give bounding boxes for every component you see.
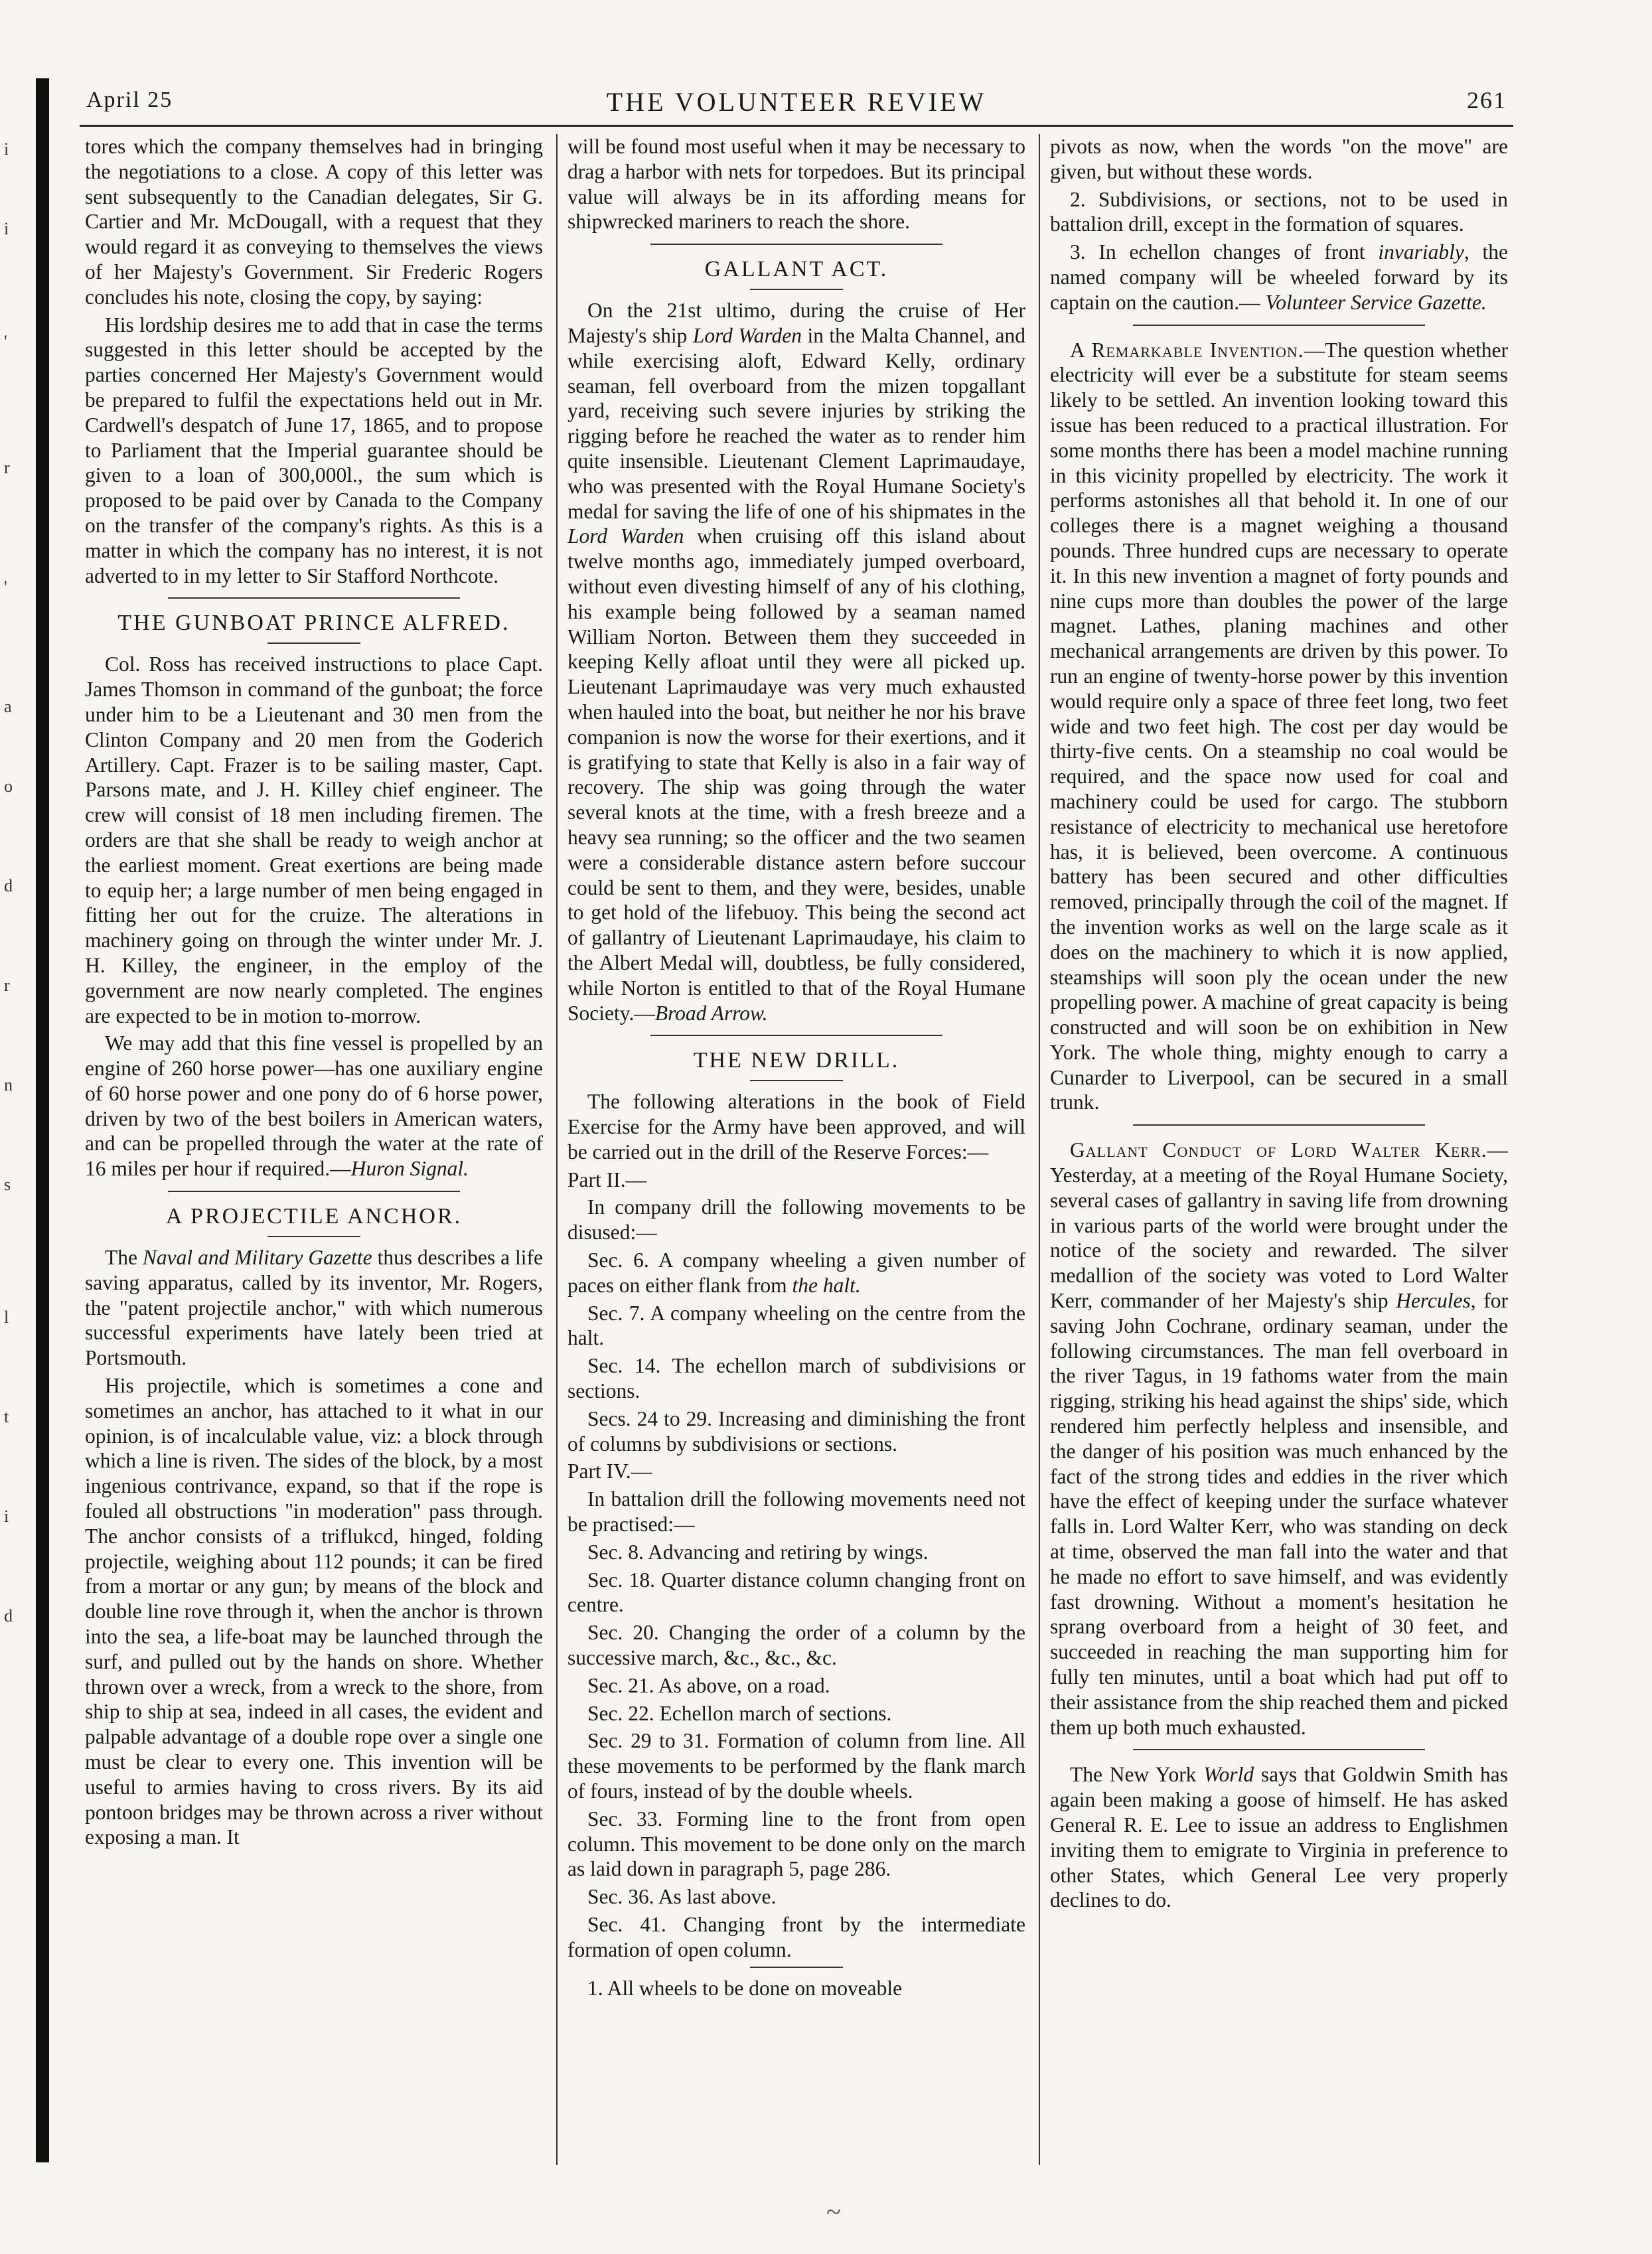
heading-rule <box>750 1967 843 1968</box>
article-paragraph <box>1050 338 1508 1116</box>
drill-section: Sec. 33. Forming line to the front from open column. This movement to be done only on the march as laid down in paragraph 5, page 286. <box>567 1807 1025 1881</box>
drill-section: Sec. 36. As last above. <box>587 1885 777 1909</box>
article-paragraph: tores which the company themselves had in bringing the negotiations to a close. A copy of this letter was sent subsequently to the Canadian delegates, Sir G. Cartier and Mr. McDougall, with a request that they would regard it as conveying to themselves the views of her Majesty's Government. Sir Frederic Rogers concludes his note, closing the copy, by saying: <box>85 135 543 309</box>
drill-section: Sec. 21. As above, on a road. <box>587 1673 830 1697</box>
publication-name: World <box>1203 1763 1254 1787</box>
source-credit: Broad Arrow. <box>654 1001 768 1025</box>
article-paragraph <box>1050 1138 1508 1740</box>
heading-rule <box>267 1236 360 1237</box>
article-heading-gunboat: THE GUNBOAT PRINCE ALFRED. <box>117 611 510 636</box>
article-paragraph: In battalion drill the following movements need not be practised:— <box>567 1487 1025 1537</box>
paragraph-text: 3. In echellon changes of front <box>1070 240 1379 264</box>
article-paragraph: Col. Ross has received instructions to place Capt. James Thomson in command of the gunboat; the force under him to be a Lieutenant and 30 men from the Clinton Company and 20 men from the Goderich Artillery. Capt. Frazer is to be sailing master, Capt. Parsons mate, and J. H. Killey chief engineer. The crew will consist of 18 men including firemen. The orders are that she shall be ready to weigh anchor at the earliest moment. Great exertions are being made to equip her; a large number of men being engaged in fitting her out for the cruize. The alterations in machinery going on through the winter under Mr. J. H. Killey, the engineer, in the employ of the government are now nearly completed. The engines are expected to be in motion to-morrow. <box>85 652 543 1027</box>
article-paragraph: His projectile, which is sometimes a cone and sometimes an anchor, has attached to it what in our opinion, is of incalculable value, viz: a block through which a line is riven. The sides of the block, by a most ingenious contrivance, expand, so that if the rope is fouled all obstructions "in moderation" pass through. The anchor consists of a triflukcd, hinged, folding projectile, weighing about 112 pounds; it can be fired from a mortar or any gun; by means of the block and double line rove through it, when the anchor is thrown into the sea, a life-boat may be launched through the surf, and pulled out by the hands on shore. Whether thrown over a wreck, from a wreck to the shore, from ship to ship at sea, indeed in all cases, the evident and palpable advantage of a double rope over a single one must be clear to every one. This invention will be useful to armies having to cross rivers. By its aid pontoon bridges may be thrown across a river without exposing a man. It <box>85 1374 543 1849</box>
drill-part: Part IV.— <box>567 1460 652 1483</box>
paragraph-text: when cruising off this island about twelve months ago, immediately jumped overboard, without even divesting himself of any of his clothing, his example being followed by a seaman named William Norton. Between them they succeeded in keeping Kelly afloat until they were all picked up. Lieutenant Laprimaudaye was very much exhausted when hauled into the boat, but neither he nor his brave companion is now the worse for their exertions, and it is gratifying to state that Kelly is also in a fair way of recovery. The ship was going through the water several knots at the time, with a fresh breeze and a heavy sea running; so the officer and the two seamen were a considerable distance astern before succour could be sent to them, and they were, besides, unable to get hold of the lifebuoy. This being the second act of gallantry of Lieutenant Laprimaudaye, his claim to the Albert Medal will, doubtless, be fully considered, while Norton is entitled to that of the Royal Humane Society.— <box>567 524 1025 1025</box>
article-lead-remarkable-invention: A Remarkable Invention. <box>1070 338 1304 362</box>
drill-section: 1. All wheels to be done on moveable <box>587 1976 903 2000</box>
article-divider <box>168 597 460 599</box>
paragraph-text: On the 21st ultimo, during the cruise of Her Majesty's ship <box>567 299 1025 347</box>
article-heading-new-drill: THE NEW DRILL. <box>693 1048 900 1073</box>
ship-name: Lord Warden <box>567 524 684 548</box>
source-credit: Volunteer Service Gazette. <box>1265 290 1487 314</box>
left-margin-bleed: i i ' r ' a o d r n s l t i d <box>4 139 13 1625</box>
paragraph-text: We may add that this fine vessel is propelled by an engine of 260 horse power—has one auxiliary engine of 60 horse power and one pony do of 6 horse power, driven by two of the best boilers in American waters, and can be propelled through the water at the rate of 16 miles per hour if required.— <box>85 1031 543 1181</box>
heading-rule <box>267 642 360 644</box>
article-divider <box>650 244 942 245</box>
drill-section: Sec. 14. The echellon march of subdivisions or sections. <box>567 1354 1025 1403</box>
article-divider <box>650 1035 942 1036</box>
paragraph-text: , the named company will be wheeled forward by its captain on the caution.— <box>1050 240 1508 314</box>
paragraph-text: —The question whether electricity will ever be a substitute for steam seems likely to be settled. An invention looking toward this issue has been reduced to a practical illustration. For some months there has been a model machine running in this vicinity propelled by electricity. The work it performs astonishes all that behold it. In one of our colleges there is a magnet weighing a thousand pounds. Three hundred cups are necessary to operate it. In this new invention a magnet of forty pounds and nine cups more than doubles the power of the large magnet. Lathes, planing machines and other mechanical arrangements are driven by this power. To run an engine of twenty-horse power by this invention would require only a space of three feet long, two feet wide and two feet high. The cost per day would be thirty-five cents. On a steamship no coal would be required, and the space now used for coal and machinery could be used for cargo. The stubborn resistance of electricity to mechanical use heretofore has, it is believed, been overcome. A continuous battery has been secured and other difficulties removed, principally through the coil of the magnet. If the invention works as well on the large scale as it does on the machinery to which it is now applied, steamships will soon ply the ocean under the new propelling power. A machine of great capacity is being constructed and will soon be on exhibition in New York. The whole thing, mighty enough to carry a Cunarder to Liverpool, can be secured in a small trunk. <box>1050 338 1508 1114</box>
drill-section <box>567 1248 1025 1298</box>
article-paragraph: The following alterations in the book of Field Exercise for the Army have been approved, and will be carried out in the drill of the Reserve Forces:— <box>567 1090 1025 1164</box>
drill-section: Sec. 20. Changing the order of a column by the successive march, &c., &c., &c. <box>567 1621 1025 1670</box>
scan-edge-bar <box>36 78 49 2162</box>
article-divider <box>1133 1749 1425 1750</box>
article-paragraph <box>1050 1762 1508 1913</box>
column-2 <box>567 134 1025 2165</box>
paragraph-text: The New York <box>1070 1763 1204 1787</box>
drill-section: Sec. 8. Advancing and retiring by wings. <box>587 1540 929 1564</box>
drill-section: 2. Subdivisions, or sections, not to be used in battalion drill, except in the formation of squares. <box>1050 187 1508 236</box>
drill-section: Secs. 24 to 29. Increasing and diminishing the front of columns by subdivisions or sections. <box>567 1406 1025 1456</box>
header-date: April 25 <box>86 88 173 112</box>
article-paragraph: His lordship desires me to add that in case the terms suggested in this letter should be accepted by the parties concerned Her Majesty's Government would be prepared to fulfil the expectations held out in Mr. Cardwell's despatch of June 17, 1865, and to propose to Parliament that the Imperial guarantee should be given to a loan of 300,000l., the sum which is proposed to be paid over by Canada to the Company on the transfer of the company's rights. As this is a matter in which the company has no interest, it is not adverted to in my letter to Sir Stafford Northcote. <box>85 313 543 587</box>
page-number: 261 <box>1467 87 1507 113</box>
drill-section: Sec. 41. Changing front by the intermediate formation of open column. <box>567 1913 1025 1961</box>
article-paragraph: will be found most useful when it may be necessary to drag a harbor with nets for torpedoes. But its principal value will always be in its affording means for shipwrecked mariners to reach the shore. <box>567 135 1025 234</box>
ship-name: Hercules <box>1396 1289 1471 1313</box>
paragraph-text: says that Goldwin Smith has again been making a goose of himself. He has asked General R. E. Lee to issue an address to Englishmen inviting them to emigrate to Virginia in preference to other States, which General Lee very properly declines to do. <box>1050 1763 1508 1912</box>
emphasis: invariably <box>1378 240 1464 264</box>
header-title: THE VOLUNTEER REVIEW <box>606 87 987 117</box>
column-rule <box>556 134 558 2165</box>
drill-section: Sec. 22. Echellon march of sections. <box>587 1701 892 1725</box>
print-mark: ~ <box>826 2197 841 2227</box>
drill-section: Sec. 18. Quarter distance column changing front on centre. <box>567 1568 1025 1617</box>
drill-section: Sec. 7. A company wheeling on the centre from the halt. <box>567 1301 1025 1350</box>
article-divider <box>1133 325 1425 326</box>
ship-name: Lord Warden <box>692 323 802 347</box>
article-divider <box>1133 1124 1425 1126</box>
publication-name: Naval and Military Gazette <box>142 1246 372 1270</box>
paragraph-text: The <box>105 1246 143 1270</box>
article-heading-gallant-act: GALLANT ACT. <box>704 257 889 282</box>
article-paragraph <box>85 1245 543 1371</box>
article-paragraph <box>567 298 1025 1025</box>
drill-part: Part II.— <box>567 1167 646 1191</box>
heading-rule <box>750 1080 843 1081</box>
paragraph-text: —Yesterday, at a meeting of the Royal Humane Society, several cases of gallantry in saving life from drowning in various parts of the world were brought under the notice of the society and rewarded. The silver medallion of the society was voted to Lord Walter Kerr, commander of her Majesty's ship <box>1050 1138 1508 1313</box>
paragraph-text: thus describes a life saving apparatus, called by its inventor, Mr. Rogers, the "patent projectile anchor," with which numerous successful experiments have lately been tried at Portsmouth. <box>85 1246 543 1370</box>
article-paragraph: In company drill the following movements to be disused:— <box>567 1195 1025 1244</box>
column-3 <box>1050 134 1508 2165</box>
newspaper-page <box>80 78 1513 2176</box>
columns <box>80 134 1513 2165</box>
paragraph-text: Sec. 6. A company wheeling a given number of paces on either flank from <box>567 1248 1025 1297</box>
article-lead-lord-walter-kerr: Gallant Conduct of Lord Walter Kerr. <box>1070 1138 1487 1162</box>
column-1 <box>85 134 543 2165</box>
page-header <box>80 78 1513 127</box>
column-rule <box>1039 134 1040 2165</box>
article-heading-anchor: A PROJECTILE ANCHOR. <box>165 1204 463 1229</box>
article-paragraph: pivots as now, when the words "on the move" are given, but without these words. <box>1050 135 1508 183</box>
article-divider <box>168 1191 460 1192</box>
paragraph-text: in the Malta Channel, and while exercising aloft, Edward Kelly, ordinary seaman, fell overboard from the mizen topgallant yard, receiving such severe injuries by striking the rigging before he reached the water as to render him quite insensible. Lieutenant Clement Laprimaudaye, who was presented with the Royal Humane Society's medal for saving the life of one of his shipmates in the <box>567 323 1025 523</box>
source-credit: Huron Signal. <box>350 1157 469 1181</box>
article-paragraph <box>85 1031 543 1181</box>
emphasis: the halt. <box>792 1273 861 1297</box>
heading-rule <box>750 289 843 290</box>
drill-section: Sec. 29 to 31. Formation of column from line. All these movements to be performed by the flank march of fours, instead of by the double wheels. <box>567 1729 1025 1803</box>
drill-section <box>1050 240 1508 315</box>
paragraph-text: , for saving John Cochrane, ordinary seaman, under the following circumstances. The man fell overboard in the river Tagus, in 19 fathoms water from the main rigging, striking his head against the ships' side, which rendered him perfectly helpless and insensible, and the danger of his position was much enhanced by the fact of the strong tides and eddies in the river which have the effect of keeping under the surface whatever falls in. Lord Walter Kerr, who was standing on deck at time, observed the man fall into the water and that he made no effort to save himself, and was evidently fast drowning. Without a moment's hesitation he sprang overboard from a height of 30 feet, and succeeded in reaching the man supporting him for fully ten minutes, until a boat which had put off to their assistance from the ship reached them and picked them up both much exhausted. <box>1050 1289 1508 1739</box>
